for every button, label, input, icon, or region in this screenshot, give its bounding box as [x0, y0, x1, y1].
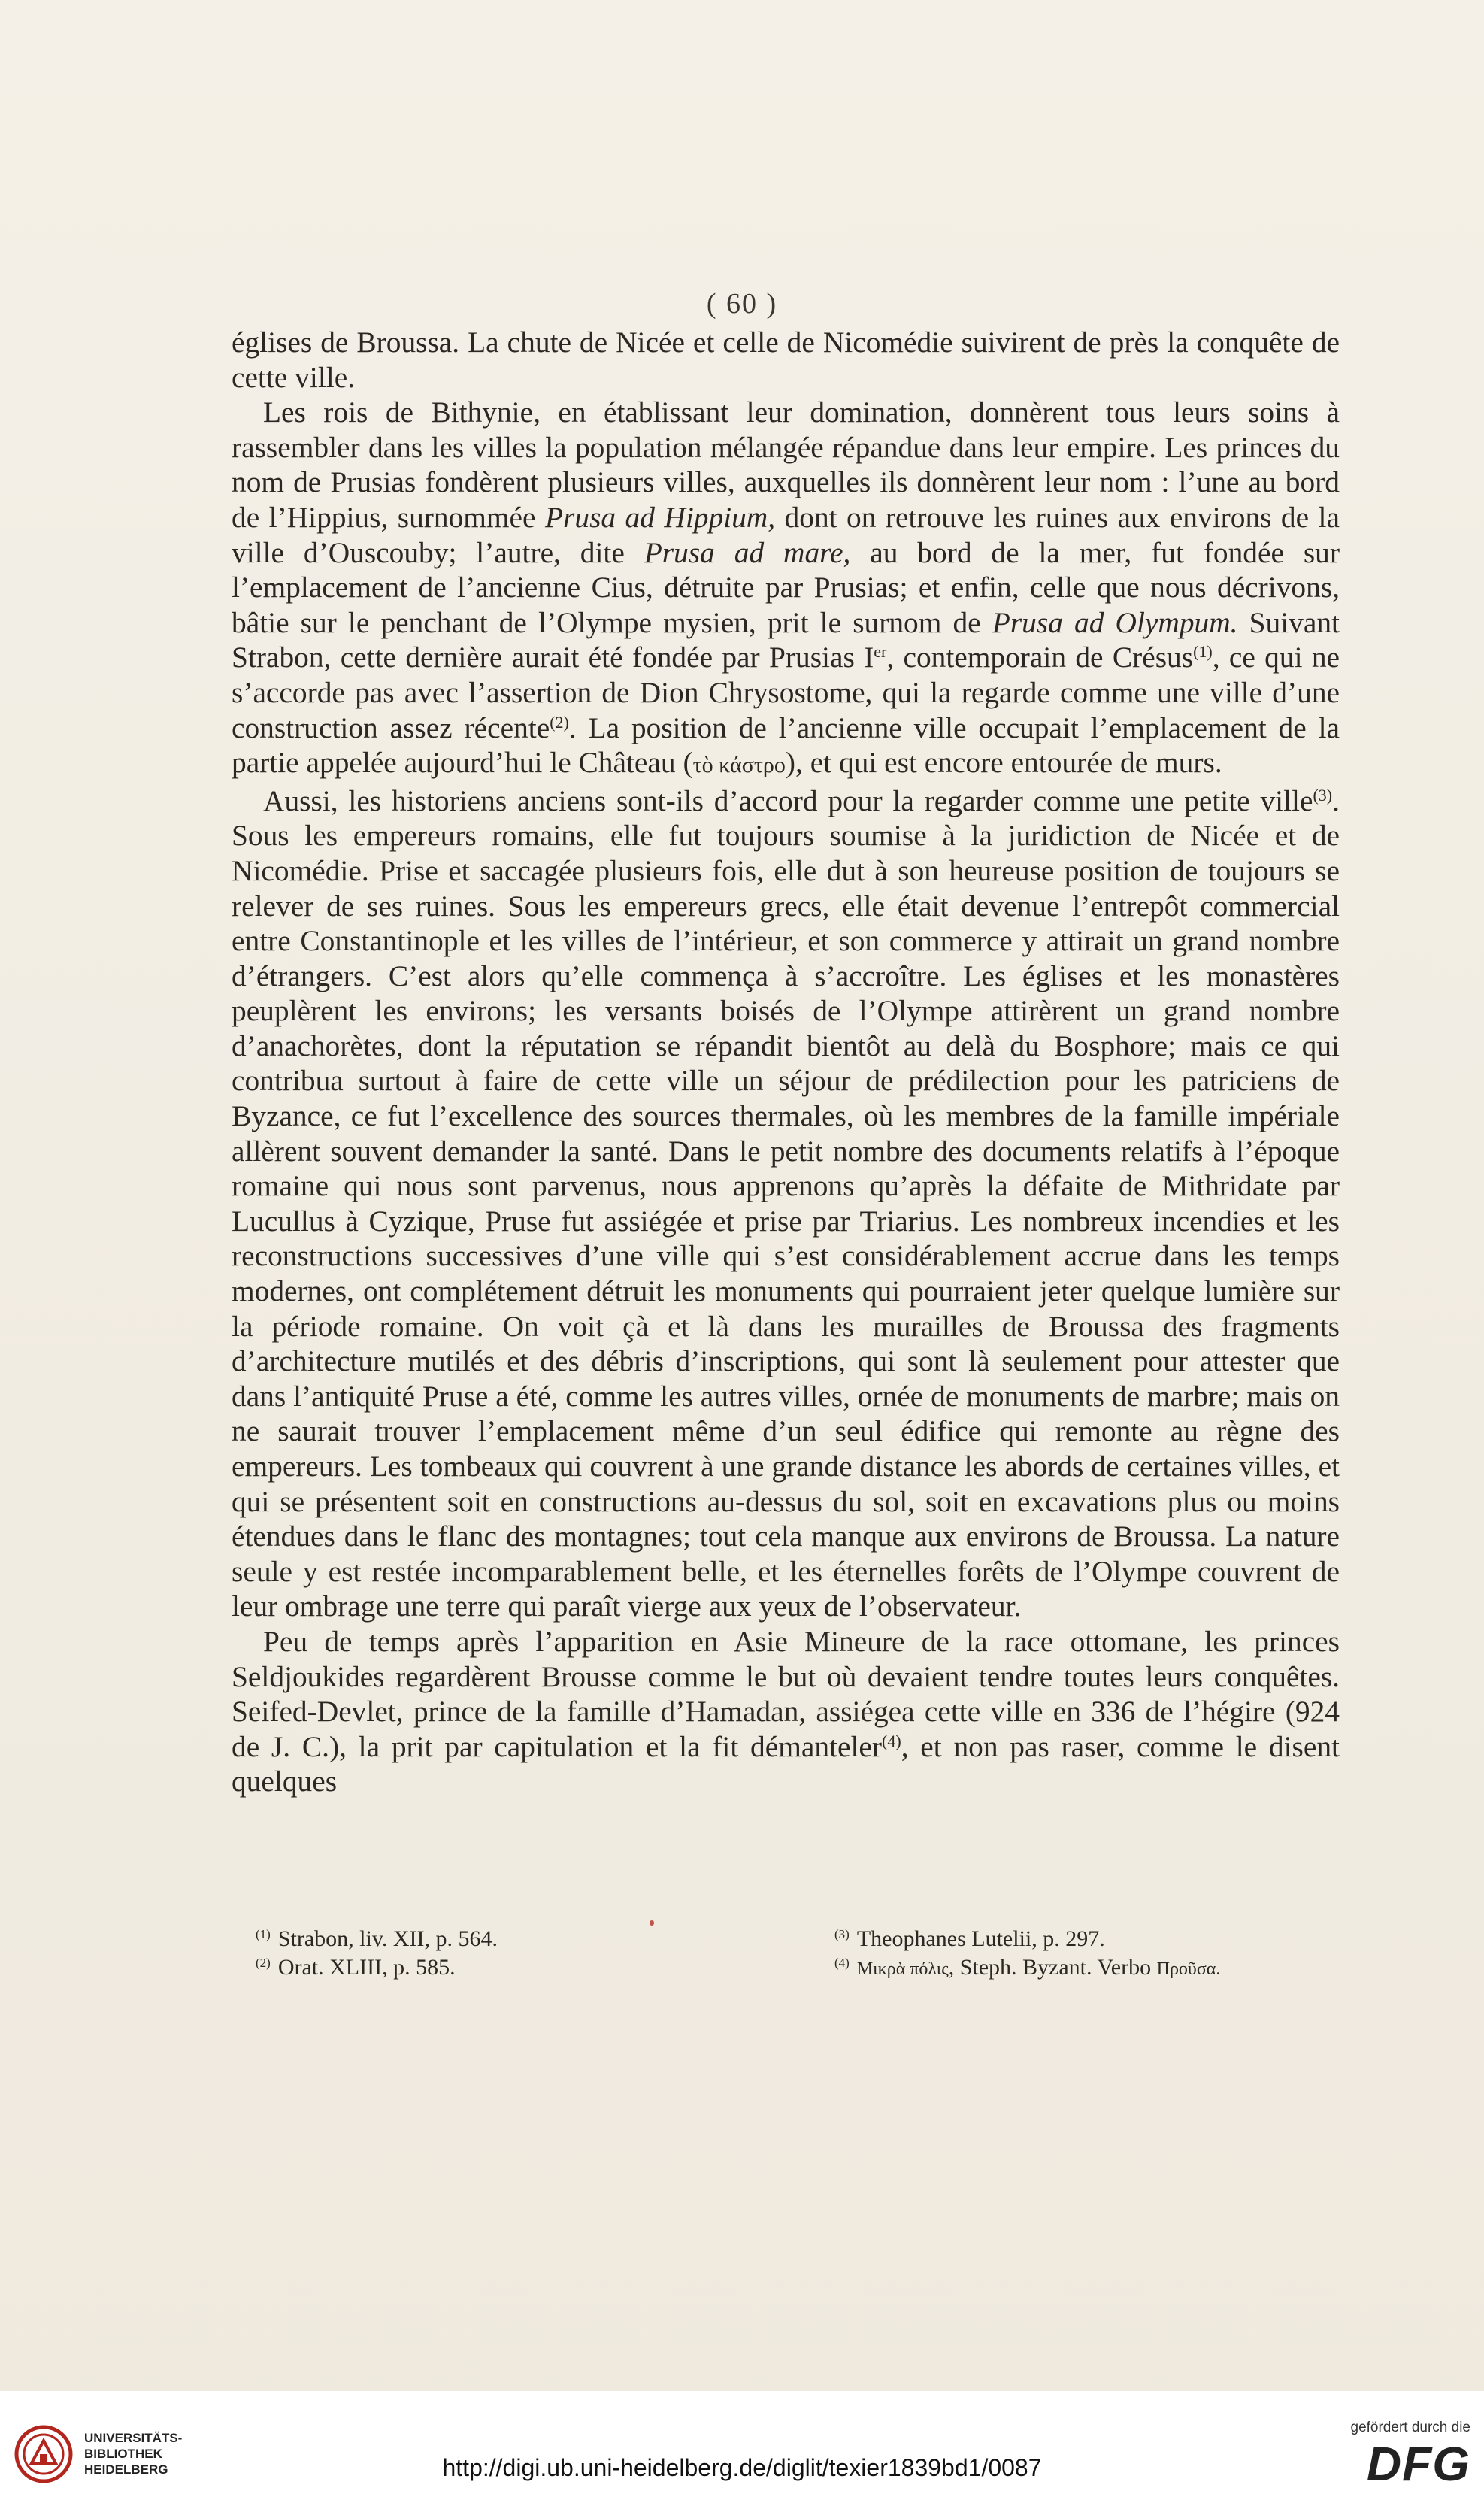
footnote-marker: (4)	[882, 1731, 901, 1750]
page-number: ( 60 )	[706, 288, 778, 320]
paragraph	[232, 325, 1340, 395]
text-run: , et non pas raser, comme le disent quelques	[232, 1729, 1340, 1798]
footnote-number: (1)	[256, 1927, 271, 1941]
funder-name: DFG	[1366, 2437, 1470, 2491]
text-run: ), et qui est encore entourée de murs.	[785, 746, 1222, 780]
footnote-marker: (3)	[1313, 785, 1333, 805]
footnote-number: (3)	[834, 1927, 850, 1941]
footnote-text: Strabon, liv. XII, p. 564.	[277, 1926, 498, 1951]
footnote-marker: (1)	[1193, 642, 1213, 662]
text-run: . Sous les empereurs romains, elle fut toujours soumise à la juridiction de Nicée et de Nicomédie. Prise et saccagée plusieurs fois, elle dut à son heureuse position de toujours se relever de ses ruines. Sous les empereurs grecs, elle était devenue l’entrepôt commercial entre Constantinople et les villes de l’intérieur, et son commerce y attirait un grand nombre d’étrangers. C’est alors qu’elle commença à s’accroître. Les églises et les monastères peuplèrent les environs; les versants boisés de l’Olympe attirèrent un grand nombre d’anachorètes, dont la réputation se répandit bientôt au delà du Bosphore; mais ce qui contribua surtout à faire de cette ville un séjour de prédilection pour les patriciens de Byzance, ce fut l’excellence des sources thermales, où les membres de la famille impériale allèrent souvent demander la santé. Dans le petit nombre des documents relatifs à l’époque romaine qui nous sont parvenus, nous apprenons qu’après la défaite de Mithridate par Lucullus à Cyzique, Pruse fut assiégée et prise par Triarius. Les nombreux incendies et les reconstructions successives d’une ville qui s’est considérablement accrue dans les temps modernes, ont complétement détruit les monuments qui pourraient jeter quelque lumière sur la période romaine. On voit çà et là dans les murailles de Broussa des fragments d’architecture mutilés et des débris d’inscriptions, qui sont là seulement pour attester que dans l’antiquité Pruse a été, comme les autres villes, ornée de monuments de marbre; mais on ne saurait trouver l’emplacement même d’un seul édifice qui remonte au règne des empereurs. Les tombeaux qui couvrent à une grande distance les abords de certaines villes, et qui se présentent soit en constructions au-dessus du sol, soit en excavations plus ou moins étendues dans le flanc des montagnes; tout cela manque aux environs de Broussa. La nature seule y est restée incomparablement belle, et les éternelles forêts de l’Olympe couvrent de leur ombrage une terre qui paraît vierge aux yeux de l’observateur.	[232, 783, 1340, 1623]
funder-caption: gefördert durch die	[1350, 2420, 1470, 2435]
italic-text: Prusa ad Hippium,	[544, 500, 776, 534]
text-run: Suivant Strabon, cette dernière aurait été fondée par Prusias I	[232, 605, 1340, 674]
permalink-url[interactable]: http://digi.ub.uni-heidelberg.de/diglit/texier1839bd1/0087	[442, 2454, 1042, 2481]
text-run: , contemporain de Crésus	[886, 641, 1194, 674]
italic-text: Prusa ad Olympum.	[992, 605, 1238, 639]
footer-bar	[0, 2391, 1484, 2503]
text-run: Aussi, les historiens anciens sont-ils d’accord pour la regarder comme une petite ville	[263, 783, 1313, 817]
library-name-line-1: UNIVERSITÄTS-	[84, 2431, 183, 2445]
text-run: dont on retrouve les ruines aux environs de la ville d’Ouscouby; l’autre, dite	[232, 500, 1340, 569]
text-run: Peu de temps après l’apparition en Asie Mineure de la race ottomane, les princes Seldjoukides regardèrent Brousse comme le but où devaient tendre toutes leurs conquêtes. Seifed-Devlet, prince de la famille d’Hamadan, assiégea cette ville en 336 de l’hégire (924 de J. C.), la prit par capitulation et la fit démanteler	[232, 1624, 1340, 1763]
dfg-logo[interactable]	[1320, 2420, 1470, 2495]
paragraph	[232, 395, 1340, 783]
footnote-marker: er	[874, 642, 887, 662]
text-run: , ce qui ne s’accorde pas avec l’assertion de Dion Chrysostome, qui la regarde comme une ville d’une construction assez récente	[232, 641, 1340, 744]
greek-text: Μικρὰ πόλις	[856, 1959, 949, 1979]
footnotes-right-column	[834, 1925, 1361, 1983]
library-name-line-3: HEIDELBERG	[84, 2462, 168, 2477]
library-name-line-2: BIBLIOTHEK	[84, 2447, 162, 2461]
italic-text: Prusa ad mare,	[644, 535, 851, 569]
footnote-text: Theophanes Lutelii, p. 297.	[856, 1926, 1105, 1951]
footnote	[256, 1953, 707, 1982]
text-run: au bord de la mer, fut fondée sur l’emplacement de l’ancienne Cius, détruite par Prusias; et enfin, celle que nous décrivons, bâtie sur le penchant de l’Olympe mysien, prit le surnom de	[232, 535, 1340, 639]
footnote	[834, 1953, 1361, 1983]
text-run: églises de Broussa. La chute de Nicée et celle de Nicomédie suivirent de près la conquête de cette ville.	[232, 326, 1340, 394]
footnotes-left-column	[256, 1925, 707, 1982]
footnote-number: (2)	[256, 1956, 271, 1970]
footnote	[256, 1925, 707, 1953]
footnote-text: , Steph. Byzant. Verbo	[948, 1955, 1157, 1980]
paragraph	[232, 783, 1340, 1624]
footnotes	[256, 1925, 1338, 1985]
greek-text: Προῦσα.	[1156, 1959, 1221, 1979]
greek-text: τὸ κάστρο	[692, 753, 786, 778]
footnote	[834, 1925, 1361, 1953]
footnote-number: (4)	[834, 1956, 850, 1970]
footnote-marker: (2)	[550, 712, 569, 732]
text-run: Les rois de Bithynie, en établissant leur domination, donnèrent tous leurs soins à rassembler dans les villes la population mélangée répandue dans leur empire. Les princes du nom de Prusias fondèrent plusieurs villes, auxquelles ils donnèrent leur nom : l’une au bord de l’Hippius, surnommée	[232, 395, 1340, 534]
text-run: . La position de l’ancienne ville occupait l’emplacement de la partie appelée aujourd’hui le Château (	[232, 711, 1340, 780]
body-text	[232, 325, 1340, 1799]
footnote-text: Orat. XLIII, p. 585.	[277, 1955, 456, 1980]
paragraph	[232, 1624, 1340, 1799]
